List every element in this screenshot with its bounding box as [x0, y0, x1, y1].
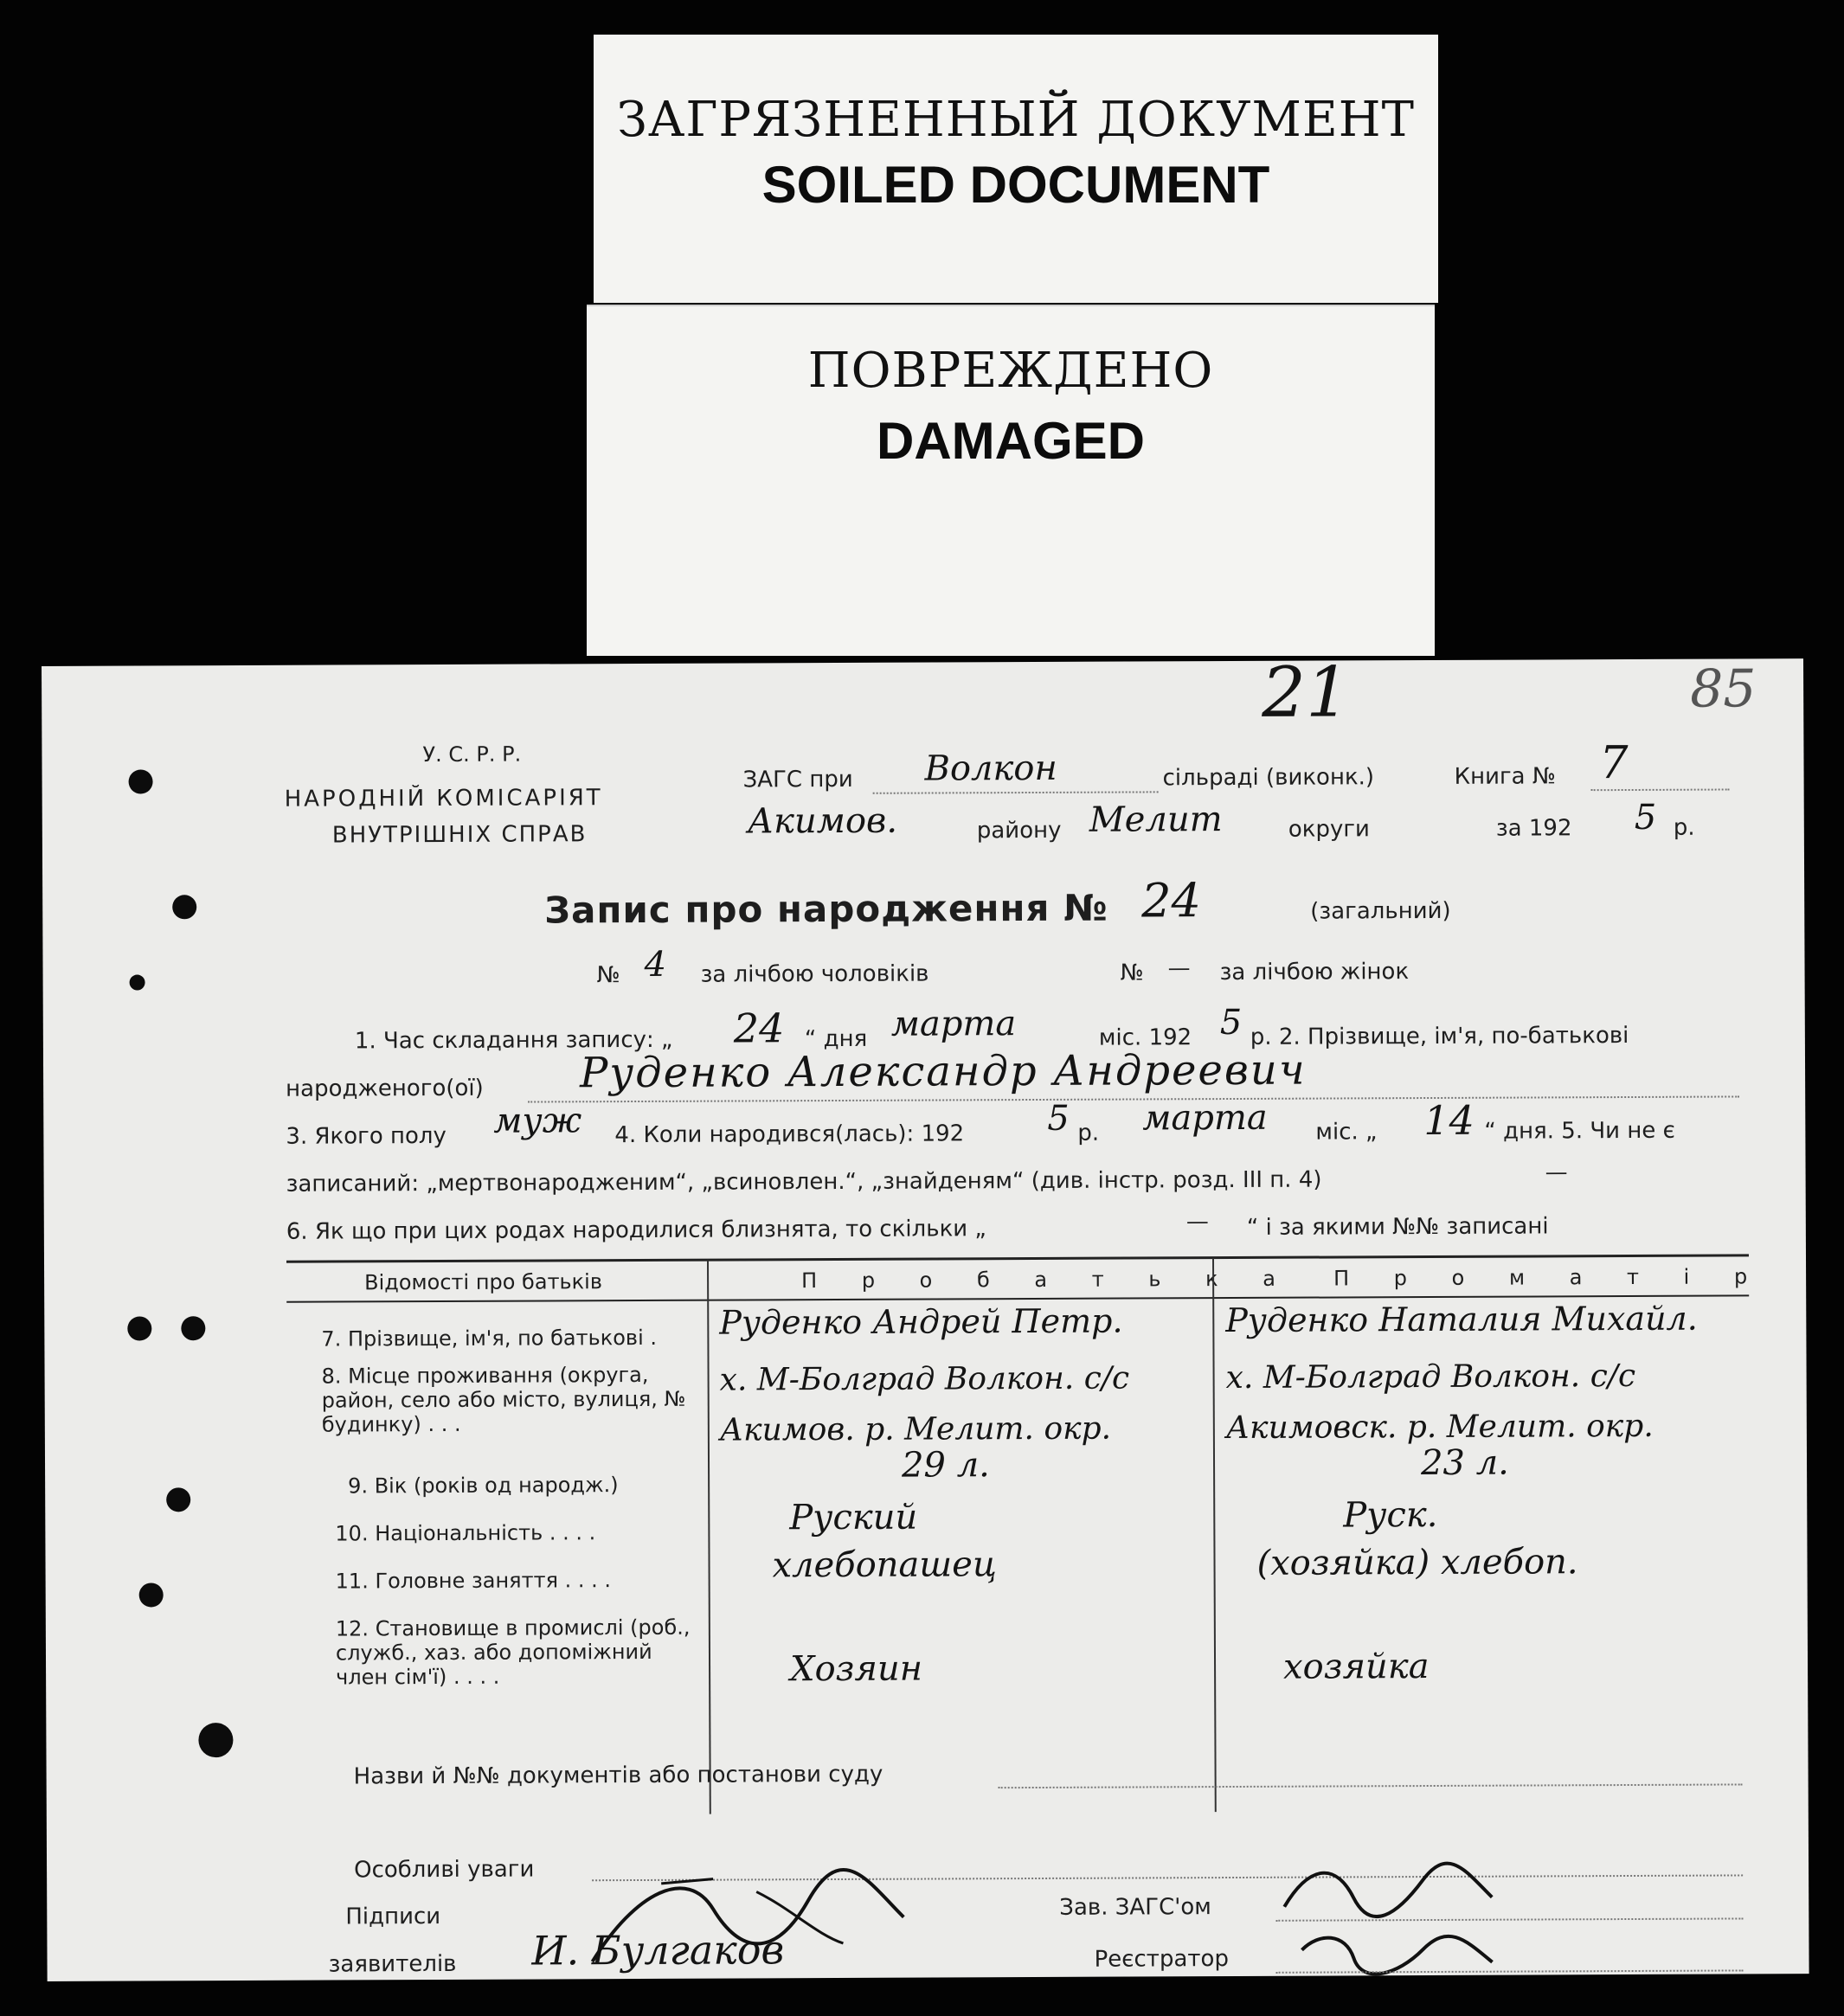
- surname-label: р. 2. Прізвище, ім'я, по-батькові: [1250, 1023, 1629, 1050]
- book-number-value: 7: [1599, 737, 1629, 790]
- birth-year-suffix: р.: [1077, 1120, 1100, 1146]
- rayon-value: Акимов.: [747, 800, 898, 842]
- punch-hole: [198, 1723, 233, 1757]
- newborn-name-value: Руденко Александр Андреевич: [579, 1045, 1307, 1098]
- birth-record-form: [42, 652, 1809, 1981]
- documents-label: Назви й №№ документів або постанови суду: [353, 1761, 883, 1790]
- punch-hole: [127, 1316, 151, 1340]
- father-occupation-value: хлебопашец: [772, 1544, 997, 1586]
- row-nationality-label: 10. Національність . . . .: [335, 1520, 596, 1546]
- father-age-value: 29 л.: [901, 1445, 990, 1486]
- sheet-number-handwritten: 85: [1689, 658, 1757, 720]
- sex-value: муж: [493, 1101, 582, 1141]
- table-divider: [1212, 1258, 1217, 1812]
- entry-day-value: 24: [733, 1005, 785, 1052]
- rayon-label: району: [976, 817, 1062, 844]
- entry-year-value: 5: [1219, 1002, 1243, 1043]
- record-type-label: записаний: „мертвонародженим“, „всиновлен.“, „знайденям“ (див. інстр. розд. III п. 4): [286, 1166, 1322, 1197]
- birth-year-value: 5: [1047, 1098, 1070, 1139]
- sex-label: 3. Якого полу: [286, 1122, 447, 1150]
- row-residence-label: 8. Місце проживання (округа, район, село або місто, вулиця, № будинку) . . .: [321, 1362, 686, 1437]
- record-number-value: 24: [1141, 873, 1202, 928]
- record-title-general: (загальний): [1310, 897, 1451, 925]
- record-number-handwritten: 21: [1261, 652, 1351, 733]
- table-header-mother: П р о м а т і р: [1333, 1264, 1767, 1291]
- signatures-label: Підписи: [345, 1904, 441, 1930]
- father-status-value: Хозяин: [789, 1648, 923, 1690]
- twins-value: —: [1185, 1209, 1209, 1236]
- dotted-line: [1591, 788, 1730, 791]
- twins-label: 6. Як що при цих родах народилися близнята, то скільки „: [286, 1216, 986, 1245]
- women-count-value: —: [1167, 955, 1191, 982]
- birth-day-value: 14: [1423, 1096, 1475, 1145]
- row-occupation-label: 11. Головне заняття . . . .: [335, 1568, 612, 1594]
- damaged-label-ru: ПОВРЕЖДЕНО: [807, 343, 1214, 399]
- entry-day-suffix: “ дня: [804, 1025, 868, 1053]
- year-label: за 192: [1495, 815, 1572, 842]
- punch-hole: [129, 769, 153, 793]
- okrug-value: Мелит: [1089, 799, 1223, 840]
- punch-hole: [181, 1316, 205, 1340]
- father-nationality-value: Руский: [789, 1497, 918, 1538]
- table-top-rule: [286, 1254, 1749, 1262]
- entry-time-label: 1. Час складання запису: „: [354, 1026, 673, 1055]
- notes-label: Особливі уваги: [354, 1856, 535, 1884]
- newborn-label: народженого(ої): [286, 1075, 484, 1102]
- damaged-document-label: [587, 305, 1435, 656]
- applicant-signature-flourish: [583, 1857, 913, 1980]
- father-residence-value: х. М-Болград Волкон. с/с Акимов. р. Мелит. окр.: [719, 1360, 1130, 1448]
- row-age-label: 9. Вік (років од народж.): [348, 1473, 619, 1499]
- stillborn-question: “ дня. 5. Чи не є: [1484, 1117, 1675, 1145]
- row-name-label: 7. Прізвище, ім'я, по батькові .: [321, 1325, 658, 1351]
- record-title: Запис про народження №: [544, 886, 1108, 932]
- birth-month-label: міс. „: [1315, 1119, 1378, 1146]
- men-count-value: 4: [644, 944, 667, 985]
- year-value: 5: [1634, 797, 1657, 838]
- soiled-document-label: [594, 35, 1438, 303]
- mother-name-value: Руденко Наталия Михайл.: [1225, 1299, 1698, 1340]
- registrar-label: Реєстратор: [1094, 1946, 1229, 1973]
- applicant-signature-text: И. Булгаков: [531, 1926, 785, 1974]
- commissariat-line-2: ВНУТРІШНІХ СПРАВ: [331, 821, 588, 849]
- head-registrar-label: Зав. ЗАГС'ом: [1059, 1894, 1211, 1921]
- entry-year-label: міс. 192: [1098, 1024, 1192, 1051]
- mother-residence-value: х. М-Болград Волкон. с/с Акимовск. р. Мелит. окр.: [1225, 1358, 1654, 1447]
- mother-age-value: 23 л.: [1420, 1442, 1509, 1484]
- soiled-label-en: SOILED DOCUMENT: [761, 156, 1270, 214]
- mother-occupation-value: (хозяйка) хлебоп.: [1256, 1542, 1578, 1583]
- birth-date-label: 4. Коли народився(лась): 192: [614, 1120, 965, 1149]
- dotted-line: [873, 791, 1159, 793]
- registrar-signature: [1293, 1923, 1500, 1985]
- commissariat-line-1: НАРОДНІЙ КОМІСАРІЯТ: [284, 785, 603, 812]
- twins-records-label: “ і за якими №№ записані: [1246, 1213, 1549, 1241]
- mother-status-value: хозяйка: [1282, 1647, 1430, 1687]
- table-divider: [707, 1261, 711, 1814]
- table-header-father: П р о б а т ь к а: [801, 1266, 1295, 1294]
- mother-nationality-value: Руск.: [1343, 1494, 1438, 1536]
- zags-label: ЗАГС при: [742, 766, 853, 793]
- head-signature: [1275, 1854, 1500, 1924]
- men-count-label: за лічбою чоловіків: [700, 960, 929, 988]
- dotted-line: [999, 1783, 1743, 1788]
- father-name-value: Руденко Андрей Петр.: [719, 1301, 1123, 1342]
- punch-hole: [130, 974, 145, 990]
- applicants-label: заявителів: [328, 1950, 457, 1978]
- punch-hole: [166, 1487, 190, 1512]
- birth-month-value: марта: [1142, 1097, 1268, 1139]
- men-count-no: №: [596, 962, 620, 989]
- zags-village-value: Волкон: [924, 748, 1057, 789]
- row-status-label: 12. Становище в промислі (роб., служб., хаз. або допоміжний член сім'ї) . . . .: [335, 1615, 691, 1690]
- women-count-no: №: [1120, 960, 1144, 986]
- usrr-heading: У. С. Р. Р.: [422, 742, 522, 767]
- book-label: Книга №: [1454, 763, 1556, 790]
- soiled-label-ru: ЗАГРЯЗНЕННЫЙ ДОКУМЕНТ: [617, 92, 1415, 148]
- year-suffix: р.: [1673, 814, 1695, 841]
- punch-hole: [172, 895, 196, 919]
- punch-hole: [139, 1583, 164, 1607]
- entry-month-value: марта: [890, 1004, 1017, 1044]
- women-count-label: за лічбою жінок: [1219, 959, 1410, 986]
- record-type-value: —: [1545, 1159, 1568, 1186]
- damaged-label-en: DAMAGED: [877, 412, 1145, 470]
- silrada-label: сільраді (виконк.): [1162, 764, 1375, 792]
- table-header-parents: Відомості про батьків: [364, 1269, 603, 1295]
- dotted-line: [528, 1095, 1739, 1102]
- okrug-label: округи: [1288, 816, 1370, 843]
